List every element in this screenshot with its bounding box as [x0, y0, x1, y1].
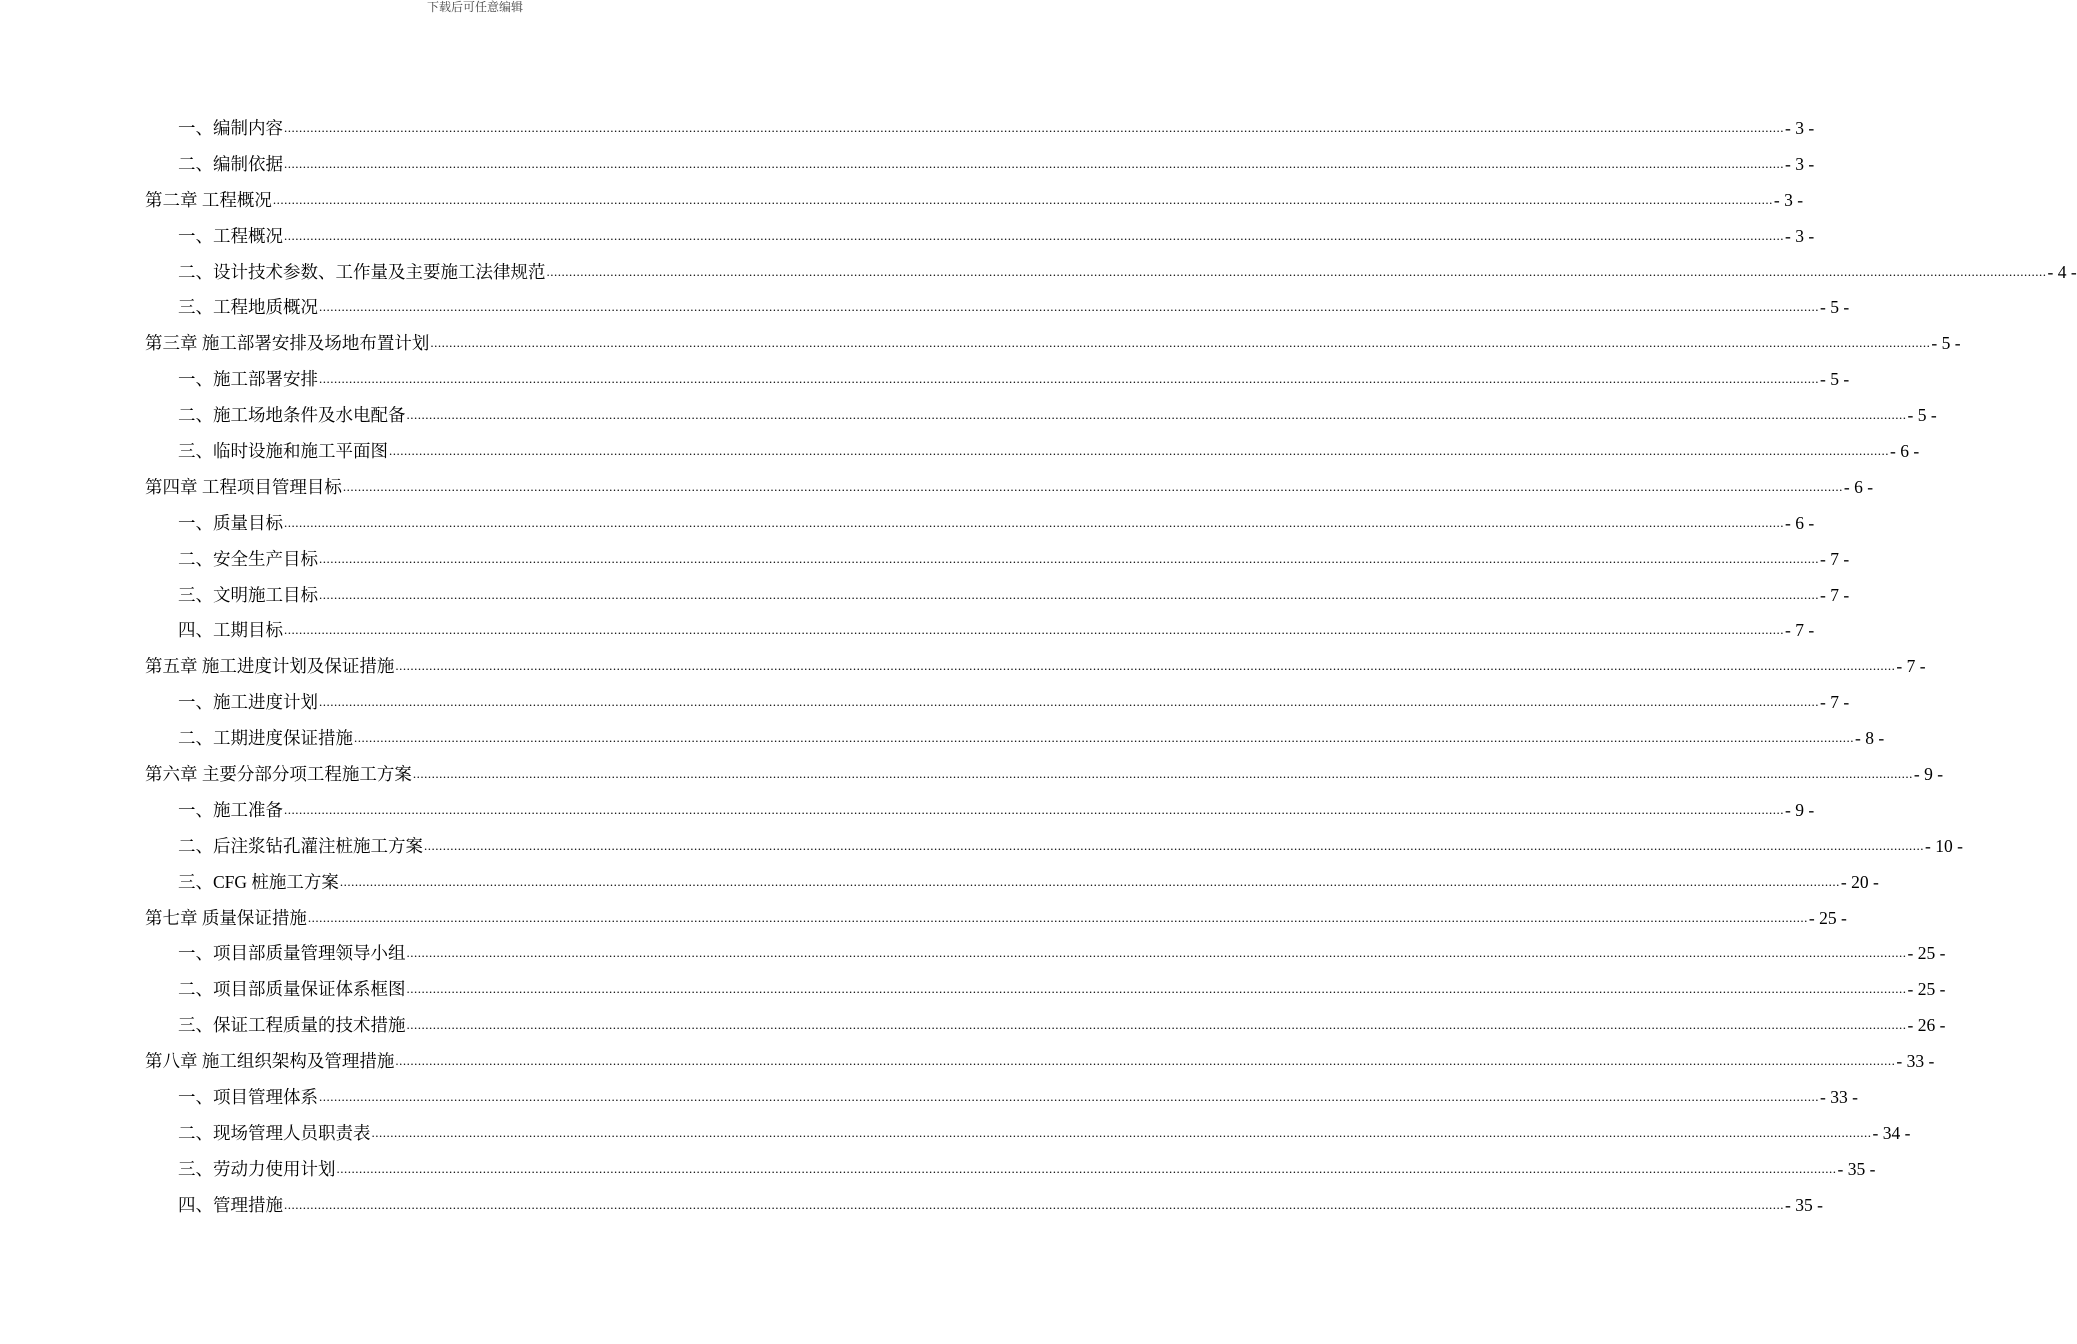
toc-entry-page-number: - 25 -: [1808, 907, 1847, 928]
toc-entry-title: 一、项目部质量管理领导小组: [178, 943, 406, 964]
toc-entry-page-number: - 4 -: [2047, 261, 2077, 282]
toc-section-entry[interactable]: [145, 434, 1920, 470]
toc-entry-page-number: - 9 -: [1785, 799, 1815, 820]
toc-dot-leader: ................................................................................................................................................................................................................................................................................................................................................................................................................: [272, 191, 1773, 207]
toc-entry-page-number: - 20 -: [1840, 871, 1879, 892]
page-header-note: 下载后可任意编辑: [426, 0, 523, 14]
toc-entry-title: 二、编制依据: [178, 153, 283, 174]
toc-entry-page-number: - 25 -: [1907, 979, 1946, 1000]
toc-entry-title: 一、施工进度计划: [178, 692, 318, 713]
toc-entry-title: 二、后注浆钻孔灌注桩施工方案: [178, 835, 423, 856]
toc-entry-title: 一、施工准备: [178, 799, 283, 820]
toc-dot-leader: ................................................................................................................................................................................................................................................................................................................................................................................................................: [284, 227, 1784, 243]
toc-section-entry[interactable]: [145, 362, 1850, 398]
toc-dot-leader: ................................................................................................................................................................................................................................................................................................................................................................................................................: [284, 622, 1784, 638]
toc-entry-title: 三、劳动力使用计划: [178, 1158, 336, 1179]
toc-section-entry[interactable]: [145, 721, 1885, 757]
toc-section-entry[interactable]: [145, 1188, 1823, 1224]
toc-entry-page-number: - 10 -: [1925, 835, 1963, 856]
toc-entry-title: 二、项目部质量保证体系框图: [178, 979, 406, 1000]
toc-entry-title: 一、施工部署安排: [178, 369, 318, 390]
toc-dot-leader: ................................................................................................................................................................................................................................................................................................................................................................................................................: [319, 1089, 1819, 1105]
toc-dot-leader: ................................................................................................................................................................................................................................................................................................................................................................................................................: [319, 586, 1819, 602]
toc-dot-leader: ................................................................................................................................................................................................................................................................................................................................................................................................................: [424, 837, 1924, 853]
toc-entry-title: 三、保证工程质量的技术措施: [178, 1015, 406, 1036]
toc-chapter-entry[interactable]: [145, 757, 1944, 793]
toc-entry-title: 一、工程概况: [178, 225, 283, 246]
toc-chapter-entry[interactable]: [145, 326, 1961, 362]
toc-dot-leader: ................................................................................................................................................................................................................................................................................................................................................................................................................: [430, 335, 1931, 351]
toc-dot-leader: ................................................................................................................................................................................................................................................................................................................................................................................................................: [339, 873, 1840, 889]
toc-entry-page-number: - 7 -: [1785, 620, 1815, 641]
toc-section-entry[interactable]: [145, 1116, 1911, 1152]
toc-dot-leader: ................................................................................................................................................................................................................................................................................................................................................................................................................: [284, 119, 1784, 135]
toc-dot-leader: ................................................................................................................................................................................................................................................................................................................................................................................................................: [406, 945, 1907, 961]
toc-dot-leader: ................................................................................................................................................................................................................................................................................................................................................................................................................: [395, 1053, 1896, 1069]
toc-dot-leader: ................................................................................................................................................................................................................................................................................................................................................................................................................: [319, 694, 1819, 710]
toc-entry-title: 一、编制内容: [178, 117, 283, 138]
toc-entry-title: 三、文明施工目标: [178, 584, 318, 605]
table-of-contents: [145, 111, 2077, 1224]
toc-section-entry[interactable]: [145, 290, 1850, 326]
toc-entry-page-number: - 9 -: [1913, 764, 1944, 785]
toc-dot-leader: ................................................................................................................................................................................................................................................................................................................................................................................................................: [307, 909, 1808, 925]
toc-dot-leader: ................................................................................................................................................................................................................................................................................................................................................................................................................: [395, 658, 1896, 674]
toc-section-entry[interactable]: [145, 147, 1815, 183]
toc-entry-page-number: - 3 -: [1785, 153, 1815, 174]
toc-entry-page-number: - 5 -: [1931, 333, 1961, 354]
toc-section-entry[interactable]: [145, 506, 1815, 542]
toc-chapter-entry[interactable]: [145, 183, 1804, 219]
toc-dot-leader: ................................................................................................................................................................................................................................................................................................................................................................................................................: [284, 1196, 1784, 1212]
toc-dot-leader: ................................................................................................................................................................................................................................................................................................................................................................................................................: [284, 155, 1784, 171]
toc-dot-leader: ................................................................................................................................................................................................................................................................................................................................................................................................................: [284, 514, 1784, 530]
toc-entry-title: 第六章 主要分部分项工程施工方案: [145, 764, 412, 785]
toc-section-entry[interactable]: [145, 685, 1850, 721]
toc-section-entry[interactable]: [145, 936, 1946, 972]
toc-entry-title: 第七章 质量保证措施: [145, 907, 307, 928]
toc-chapter-entry[interactable]: [145, 470, 1874, 506]
toc-entry-title: 二、现场管理人员职责表: [178, 1122, 371, 1143]
toc-entry-page-number: - 5 -: [1907, 405, 1937, 426]
toc-section-entry[interactable]: [145, 398, 1937, 434]
toc-dot-leader: ................................................................................................................................................................................................................................................................................................................................................................................................................: [319, 371, 1819, 387]
toc-entry-title: 四、管理措施: [178, 1194, 283, 1215]
toc-dot-leader: ................................................................................................................................................................................................................................................................................................................................................................................................................: [354, 730, 1854, 746]
toc-entry-page-number: - 35 -: [1785, 1194, 1823, 1215]
toc-dot-leader: ................................................................................................................................................................................................................................................................................................................................................................................................................: [371, 1124, 1872, 1140]
toc-entry-page-number: - 5 -: [1820, 297, 1850, 318]
toc-section-entry[interactable]: [145, 972, 1946, 1008]
toc-chapter-entry[interactable]: [145, 1044, 1935, 1080]
toc-chapter-entry[interactable]: [145, 901, 1847, 937]
toc-entry-title: 第八章 施工组织架构及管理措施: [145, 1051, 395, 1072]
toc-section-entry[interactable]: [145, 219, 1815, 255]
toc-dot-leader: ................................................................................................................................................................................................................................................................................................................................................................................................................: [336, 1160, 1837, 1176]
toc-entry-title: 四、工期目标: [178, 620, 283, 641]
toc-section-entry[interactable]: [145, 865, 1879, 901]
toc-entry-page-number: - 5 -: [1820, 369, 1850, 390]
toc-entry-page-number: - 34 -: [1872, 1122, 1911, 1143]
toc-entry-title: 一、项目管理体系: [178, 1087, 318, 1108]
toc-entry-title: 三、临时设施和施工平面图: [178, 441, 388, 461]
toc-entry-page-number: - 35 -: [1837, 1158, 1876, 1179]
toc-section-entry[interactable]: [145, 613, 1815, 649]
toc-entry-title: 二、安全生产目标: [178, 548, 318, 569]
toc-section-entry[interactable]: [145, 542, 1850, 578]
toc-entry-page-number: - 25 -: [1907, 943, 1946, 964]
toc-entry-page-number: - 7 -: [1820, 584, 1850, 605]
toc-entry-page-number: - 6 -: [1843, 476, 1874, 497]
toc-section-entry[interactable]: [145, 1080, 1858, 1116]
toc-entry-page-number: - 8 -: [1855, 728, 1885, 749]
toc-section-entry[interactable]: [145, 1152, 1876, 1188]
toc-entry-title: 第五章 施工进度计划及保证措施: [145, 656, 395, 677]
toc-dot-leader: ................................................................................................................................................................................................................................................................................................................................................................................................................: [406, 407, 1907, 423]
toc-dot-leader: ................................................................................................................................................................................................................................................................................................................................................................................................................: [389, 443, 1889, 458]
toc-section-entry[interactable]: [145, 255, 2077, 291]
toc-entry-page-number: - 7 -: [1896, 656, 1926, 677]
toc-entry-title: 三、CFG 桩施工方案: [178, 871, 339, 892]
toc-entry-page-number: - 3 -: [1785, 117, 1815, 138]
toc-entry-title: 第三章 施工部署安排及场地布置计划: [145, 333, 430, 354]
toc-dot-leader: ................................................................................................................................................................................................................................................................................................................................................................................................................: [342, 478, 1843, 494]
toc-entry-title: 二、设计技术参数、工作量及主要施工法律规范: [178, 261, 546, 282]
toc-entry-page-number: - 7 -: [1820, 548, 1850, 569]
toc-entry-title: 第四章 工程项目管理目标: [145, 476, 342, 497]
toc-chapter-entry[interactable]: [145, 649, 1926, 685]
toc-dot-leader: ................................................................................................................................................................................................................................................................................................................................................................................................................: [412, 766, 1913, 782]
toc-entry-page-number: - 3 -: [1785, 225, 1815, 246]
toc-dot-leader: ................................................................................................................................................................................................................................................................................................................................................................................................................: [319, 299, 1819, 315]
toc-entry-title: 二、工期进度保证措施: [178, 728, 353, 749]
toc-entry-title: 一、质量目标: [178, 512, 283, 533]
toc-entry-page-number: - 26 -: [1907, 1015, 1946, 1036]
toc-entry-page-number: - 33 -: [1820, 1087, 1858, 1108]
toc-entry-page-number: - 6 -: [1785, 512, 1815, 533]
toc-section-entry[interactable]: [145, 1008, 1946, 1044]
toc-entry-title: 二、施工场地条件及水电配备: [178, 405, 406, 426]
toc-entry-page-number: - 33 -: [1896, 1051, 1935, 1072]
toc-dot-leader: ................................................................................................................................................................................................................................................................................................................................................................................................................: [284, 801, 1784, 817]
toc-dot-leader: ................................................................................................................................................................................................................................................................................................................................................................................................................: [546, 263, 2047, 279]
toc-section-entry[interactable]: [145, 111, 1815, 147]
toc-entry-title: 第二章 工程概况: [145, 189, 272, 210]
toc-section-entry[interactable]: [145, 829, 1963, 865]
toc-section-entry[interactable]: [145, 793, 1815, 829]
toc-dot-leader: ................................................................................................................................................................................................................................................................................................................................................................................................................: [406, 981, 1907, 997]
toc-dot-leader: ................................................................................................................................................................................................................................................................................................................................................................................................................: [319, 550, 1819, 566]
toc-dot-leader: ................................................................................................................................................................................................................................................................................................................................................................................................................: [406, 1017, 1907, 1033]
toc-entry-title: 三、工程地质概况: [178, 297, 318, 318]
toc-entry-page-number: - 3 -: [1773, 189, 1804, 210]
toc-entry-page-number: - 7 -: [1820, 692, 1850, 713]
toc-section-entry[interactable]: [145, 578, 1850, 614]
toc-entry-page-number: - 6 -: [1890, 441, 1920, 461]
